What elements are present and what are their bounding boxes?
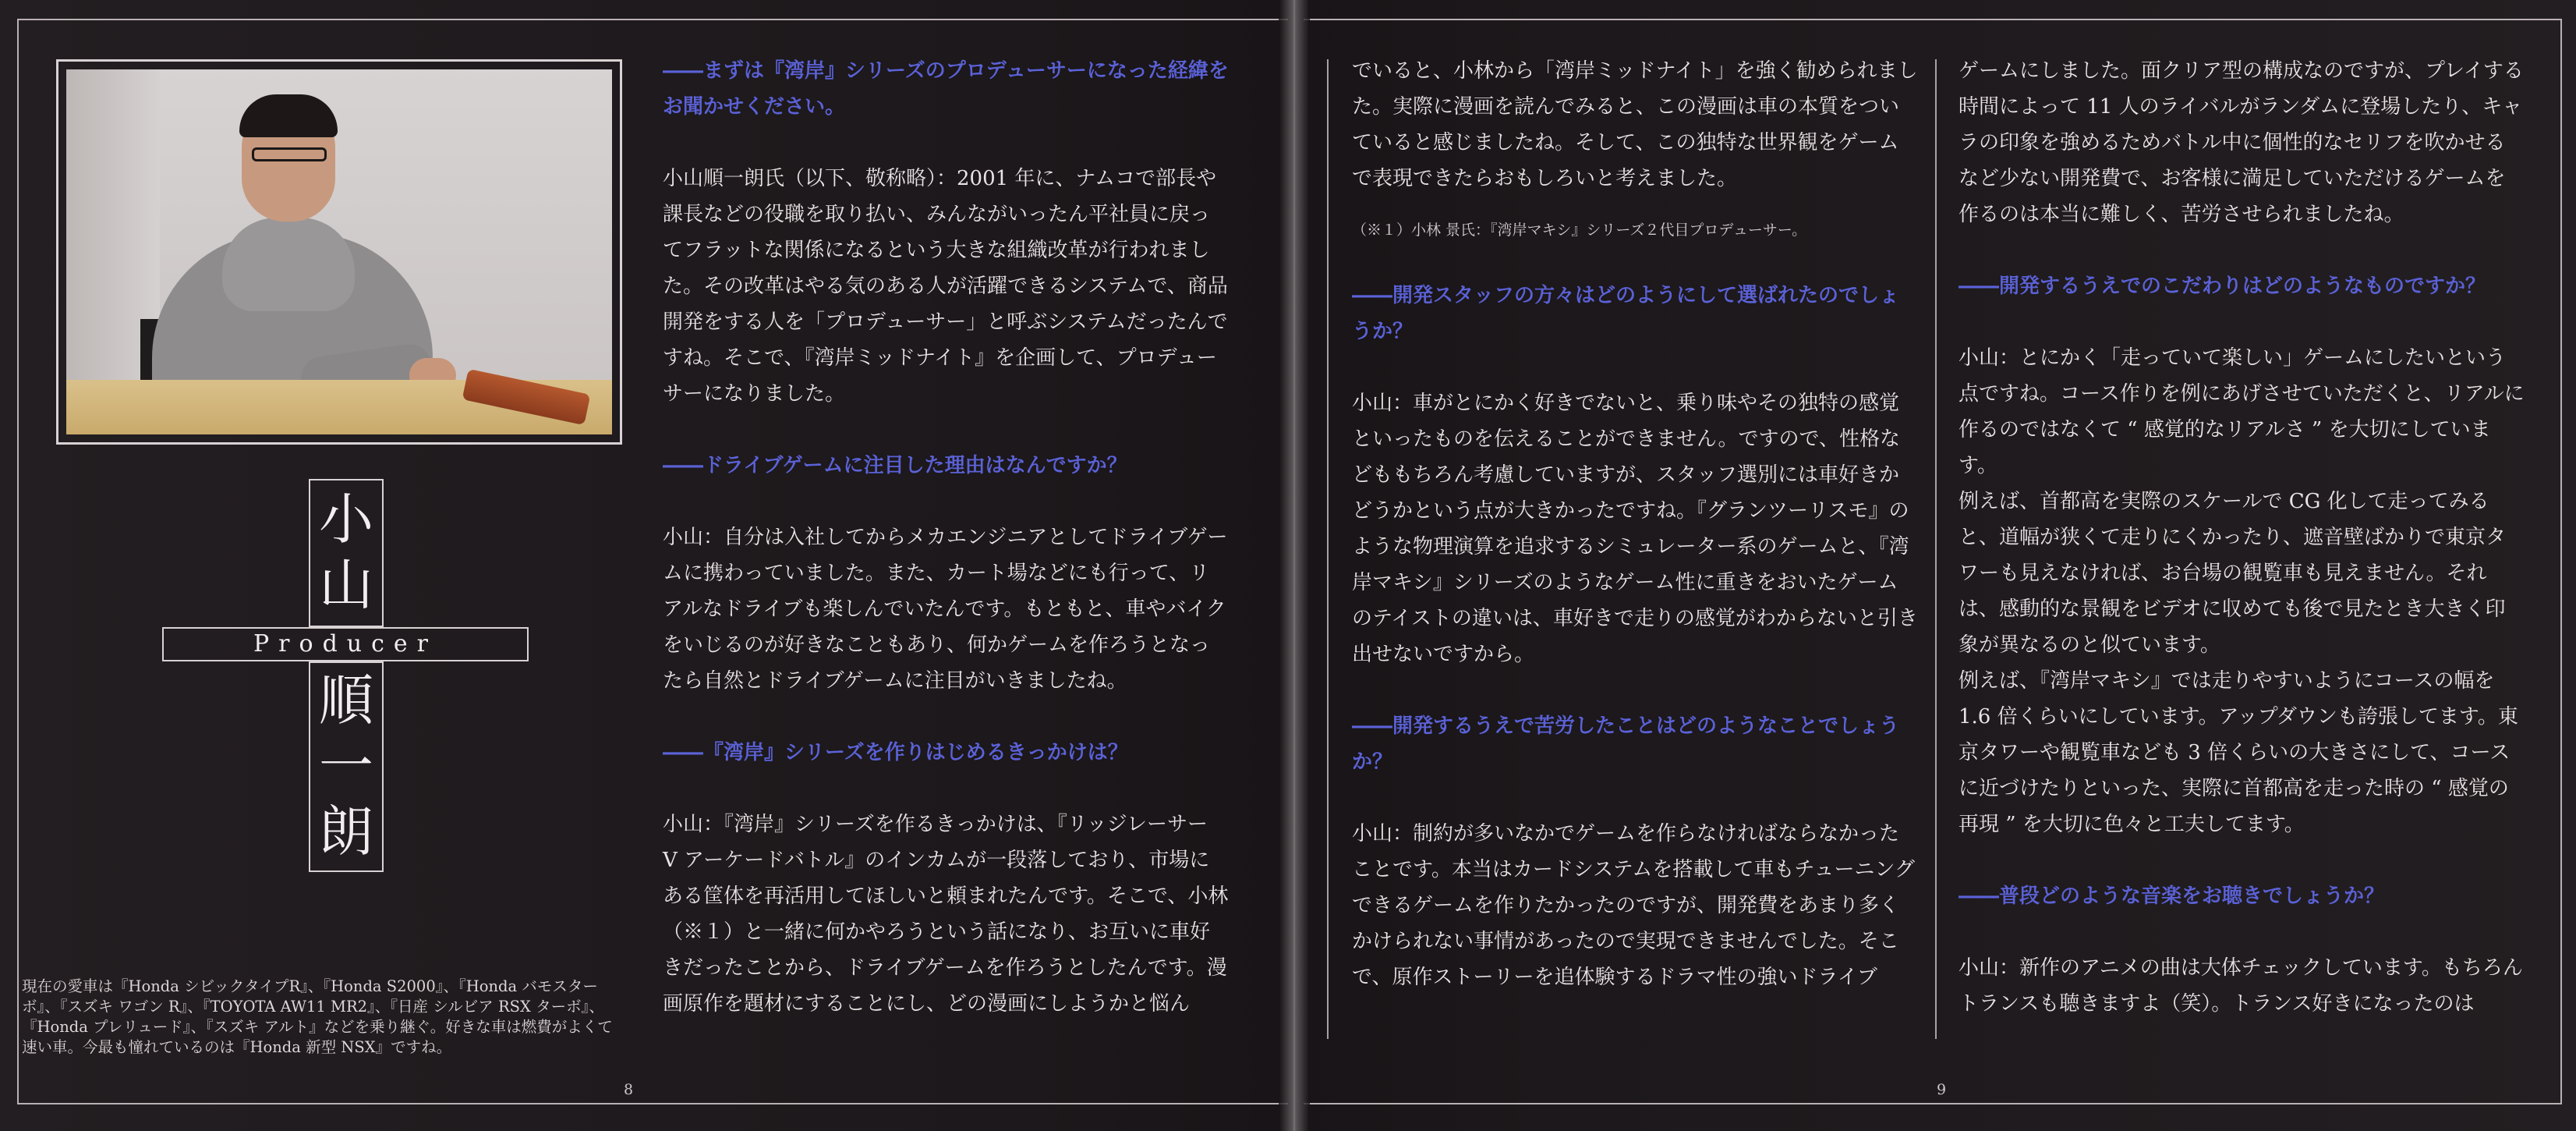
spacer	[1352, 197, 1918, 218]
interview-answer: ゲームにしました。面クリア型の構成なのですが、プレイする時間によって 11 人のライバルがランダムに登場したり、キャラの印象を強めるためバトル中に個性的なセリフを吹かせるなど少ない開発費で、お客様に満足していただけるゲームを作るのは本当に難しく、苦労させられましたね。	[1959, 59, 2524, 226]
profile-note: 現在の愛車は『Honda シビックタイプR』、『Honda S2000』、『Honda バモスターボ』、『スズキ ワゴン R』、『TOYOTA AW11 MR2』、『日産 シルビア RSX ターボ』、『Honda プレリュード』、『スズキ アルト』などを乗り継ぐ。好きな車は燃費がよくて速い車。今最も憧れているのは『Honda 新型 NSX』ですね。	[22, 977, 613, 1056]
name-char: 一	[319, 734, 373, 798]
name-char: 順	[319, 668, 373, 732]
interview-question: ――ドライブゲームに注目した理由はなんですか？	[663, 454, 1127, 477]
name-char: 小	[319, 488, 373, 551]
page-number-right: 9	[1937, 1081, 1947, 1098]
spacer	[1959, 232, 2525, 268]
name-char: 山	[319, 553, 373, 617]
interview-answer: 小山：新作のアニメの曲は大体チェックしています。もちろんトランスも聴きますよ（笑）。トランス好きになったのは	[1959, 956, 2523, 1016]
column-rule-left	[1327, 59, 1329, 1039]
footnote: （※１）小林 景氏：『湾岸マキシ』シリーズ２代目プロデューサー。	[1352, 222, 1807, 239]
interview-answer: 小山：自分は入社してからメカエンジニアとしてドライブゲームに携わっていました。また、カート場などにも行って、リアルなドライブも楽しんでいたんです。もともと、車やバイクをいじるのが好きなこともあり、何かゲームを作ろうとなったら自然とドライブゲームに注目がいきましたね。	[663, 526, 1228, 693]
interview-question: ――開発するうえでのこだわりはどのようなものですか？	[1959, 275, 2486, 298]
interview-answer: 小山：制約が多いなかでゲームを作らなければならなかったことです。本当はカードシステムを搭載して車もチューニングできるゲームを作りたかったのですが、開発費をあまり多くかけられない事情があったので実現できませんでした。そこで、原作ストーリーを追体験するドラマ性の強いドライブ	[1352, 822, 1916, 989]
name-box-bottom	[309, 661, 384, 872]
interview-question: ――開発スタッフの方々はどのようにして選ばれたのでしょうか？	[1352, 284, 1900, 343]
spacer	[1352, 780, 1918, 816]
spacer	[1959, 914, 2525, 950]
right-text-column-2	[1959, 53, 2525, 1022]
interview-question: ――まずは『湾岸』シリーズのプロデューサーになった経緯をお聞かせください。	[663, 59, 1229, 119]
spacer	[663, 484, 1229, 519]
spacer	[1352, 242, 1918, 278]
interview-question: ――開発するうえで苦労したことはどのようなことでしょうか？	[1352, 714, 1900, 774]
left-text-column	[663, 53, 1229, 1022]
interviewee-photo-frame	[56, 59, 622, 445]
name-box-top	[309, 479, 384, 627]
interview-question: ――普段どのような音楽をお聴きでしょうか？	[1959, 885, 2385, 908]
spacer	[1352, 672, 1918, 708]
spacer	[663, 699, 1229, 735]
interviewee-photo	[66, 69, 612, 434]
spacer	[1959, 842, 2525, 878]
interview-answer: 小山：『湾岸』シリーズを作るきっかけは、『リッジレーサー V アーケードバトル』のインカムが一段落しており、市場にある筐体を再活用してほしいと頼まれたんです。そこで、小林（※１）と一緒に何かやろうという話になり、お互いに車好きだったことから、ドライブゲームを作ろうとしたんです。漫画原作を題材にすることにし、どの漫画にしようかと悩ん	[663, 813, 1229, 1016]
interview-question: ――『湾岸』シリーズを作りはじめるきっかけは？	[663, 741, 1128, 764]
interview-answer: 小山順一朗氏（以下、敬称略）：2001 年に、ナムコで部長や課長などの役職を取り払い、みんながいったん平社員に戻ってフラットな関係になるという大きな組織改革が行われました。その改革はやる気のある人が活躍できるシステムで、商品開発をする人を「プロデューサー」と呼ぶシステムだったんですね。そこで、『湾岸ミッドナイト』を企画して、プロデューサーになりました。	[663, 167, 1228, 406]
spacer	[663, 412, 1229, 448]
spacer	[663, 125, 1229, 161]
name-char: 朗	[319, 800, 373, 863]
interview-answer: 例えば、首都高を実際のスケールで CG 化して走ってみると、道幅が狭くて走りにくかったり、遮音壁ばかりで東京タワーも見えなければ、お台場の観覧車も見えません。それは、感動的な景観をビデオに収めても後で見たとき大きく印象が異なるのと似ています。	[1959, 490, 2507, 657]
interview-answer: 例えば、『湾岸マキシ』では走りやすいようにコースの幅を 1.6 倍くらいにしています。アップダウンも誇張してます。東京タワーや観覧車なども 3 倍くらいの大きさにして、コースに近づけたりといった、実際に首都高を走った時の “ 感覚の再現 ” を大切に色々と工夫してます。	[1959, 669, 2518, 836]
role-label: Producer	[162, 627, 529, 661]
page-gutter	[1279, 0, 1310, 1131]
spacer	[1352, 349, 1918, 385]
interview-answer: 小山：とにかく「走っていて楽しい」ゲームにしたいという点ですね。コース作りを例にあげさせていただくと、リアルに作るのではなくて “ 感覚的なリアルさ ” を大切にしています。	[1959, 346, 2525, 477]
spacer	[663, 771, 1229, 807]
spacer	[1959, 304, 2525, 340]
column-rule-center	[1935, 59, 1937, 1039]
right-text-column-1	[1352, 53, 1918, 995]
interview-answer: でいると、小林から「湾岸ミッドナイト」を強く勧められました。実際に漫画を読んでみると、この漫画は車の本質をついていると感じましたね。そして、この独特な世界観をゲームで表現できたらおもしろいと考えました。	[1352, 59, 1918, 190]
page-number-left: 8	[624, 1081, 634, 1098]
interview-answer: 小山：車がとにかく好きでないと、乗り味やその独特の感覚といったものを伝えることができません。ですので、性格などももちろん考慮していますが、スタッフ選別には車好きかどうかという点が大きかったですね。『グランツーリスモ』のような物理演算を追求するシミュレーター系のゲームと、『湾岸マキシ』シリーズのようなゲーム性に重きをおいたゲームのテイストの違いは、車好きで走りの感覚がわからないと引き出せないですから。	[1352, 392, 1918, 666]
